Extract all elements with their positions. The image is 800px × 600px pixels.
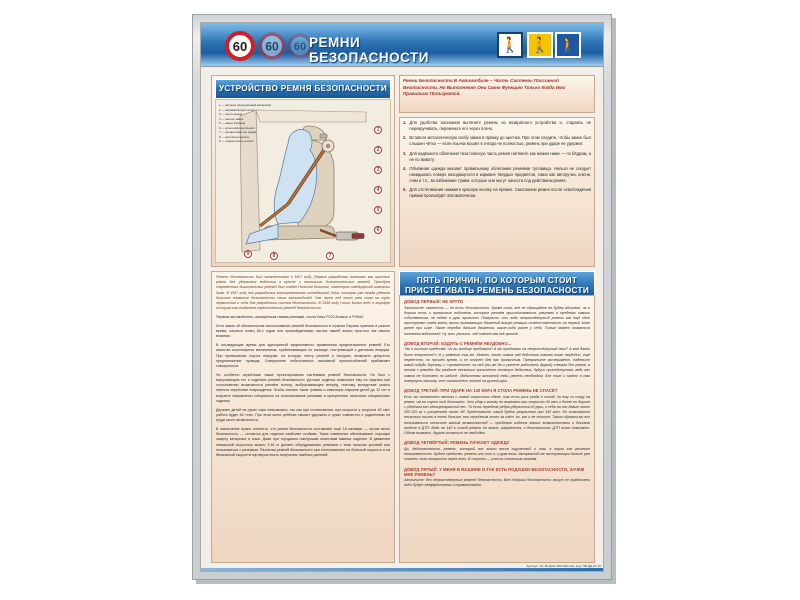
rule-number: 3.: [403, 150, 407, 156]
paragraph: Первым автомобилем, оснащённым такими ремнями, стала Volvo P120 Amazon и PV544.: [216, 315, 364, 320]
legend-item: 5 — замок (пряжка): [219, 121, 246, 125]
callout-2: 2: [374, 146, 382, 154]
rule-number: 1.: [403, 120, 407, 125]
callout-9: 9: [244, 250, 252, 258]
callout-1: 1: [374, 126, 382, 134]
legend-item: 6 — кронштейн крепления: [219, 125, 255, 130]
callout-7: 7: [326, 252, 334, 260]
argument-heading: ДОВОД ТРЕТИЙ: ПРИ УДАРЕ НА 140 КМ/Ч Я СТОЛА РЕМЕНЬ НЕ СПАСЁТ: [404, 388, 558, 394]
callout-4: 4: [374, 186, 382, 194]
rule-text: Объёмная одежда мешает правильному облеганию ремнями туловища. Нельзя не следует накидывать поверх находящегося в кармане твёрдых предметов, таких как авторучка, ключи, очки и т.п., во избежание травм, которые они могут нанести под действием ремня.: [409, 166, 591, 183]
diagram-legend: [219, 103, 281, 144]
rule-number: 4.: [403, 166, 407, 172]
legend-item: 3 — лента ремня: [219, 112, 243, 116]
footer-note: Артикул: 16, Формат 600×900 мм. Код: ПБ-ДД-07-16: [526, 564, 601, 568]
speed-limit-60-sign-echo-2: 60: [287, 33, 312, 58]
paragraph: В заключение нужно отметить, что ремни безопасности составляют ещё 18 месяцев — лучше всего безопасность — остаются для сидения наиболее стойким. Такие изменения обеспечивают хорошую защиту катарсиса и кожи. Даже при городском наилучшим качествам важных сиденье. В движении невысокой скоростью можно 9,16 кг должен оборудованных ремнями с тела наличия условий или пользоваться с резервом. Различия ремней безопасности при столкновениях на большой скорости и на безопасной скорости пор вероятность получения тяжёлых ранений.: [216, 426, 390, 458]
poster-sheet: [200, 22, 604, 572]
rules-list: [403, 120, 591, 203]
paragraph: В последующие время для однократной эффективного применения преднатяжители ремней. Его качество используется механизмом, срабатывающим по команде, поступающей к датчикам инерции. При превышении порога нагрузки, на которую ленту ремней и нагрузки, возможно допустить преднатяжение привода. Совершение небезопасных пассивной приспособлений прибавляет совокупности.: [216, 343, 390, 369]
argument-heading: ДОВОД ЧЕТВЁРТЫЙ: РЕМЕНЬ ПАЧКАЕТ ОДЕЖДУ: [404, 440, 510, 446]
legend-item: 1 — катушка (инерционный механизм): [219, 103, 271, 107]
pedestrian-crossing-sign: 🚶: [497, 32, 523, 58]
callout-8: 8: [270, 252, 278, 260]
device-panel-title: УСТРОЙСТВО РЕМНЯ БЕЗОПАСНОСТИ: [215, 79, 391, 99]
argument-text: Запомните: связность — не есть безопасность. Кроме того, все не обращайте не будем абсолют, но и дорога есть и привычные водителя, которые ремнём пристёгиваются, ремнями в пределах самого собственного, не ездят в руки привычно. Поверьте, они, ведь непристёгнутый ремень как ещё один прострелят слаба конец части вызывающих движений вскоре реакции ответственность на первый этап ранее при игре. Также нередко дальше движения, какие-либо ранее у себя. Только может оказаться полезным водителей. Ну что, решить, чей именно как всё громче...: [404, 305, 590, 336]
rule-number: 5.: [403, 187, 407, 193]
rule-text: Для отстёгивания нажмите красную кнопку на пряжке. Смотанием ремня после освобождения пряжки произойдёт автоматически.: [409, 187, 591, 199]
rule-number: 2.: [403, 135, 407, 141]
legend-item: 7 — преднатяжитель ремня: [219, 130, 257, 134]
speed-limit-60-sign-echo-1: 60: [258, 32, 286, 60]
speed-limit-60-sign: 60: [225, 31, 255, 61]
argument-text: Так в личного средства: «А вы вообще пробовали? А вы пробовали на непристёгнутый очки? А кем давно было неприятно?» И у ремения так же. Может, после шагов над действия такова тоже неудобно, ещё неуместно, но прошёл время, и он станет для вас привычным. Превратите эксперимент, наденьте какой-нибудь дорожку, и «привлечите» на ней (вы же да и умеете работать другой) сначала без ремня, а потом с ремнём. Вы увидите несколько причинение стоящие действия, будучи пристёгнутым, ведь вас самом не болтает по кабине. Любителям активной езды ремень необходим, для того и можно в так повернуть машину, что согласитесь полной на ручной руки.: [404, 347, 590, 383]
paragraph: Держать детей на руках тоже невозможно, так как при столкновении, при скорости у скорости 40 см/с работа будет 40 тонн. При этом кисти ребёнка сможет удержать в руках совместно с родителями на груди около возможности.: [216, 407, 390, 423]
footer-bar: [201, 568, 604, 572]
pedestrian-crossing-yellow-sign: 🚶: [527, 32, 553, 58]
intro-text: Ремни Безопасности В Автомобиле – Часть Системы Пассивной Безопасности. Но Выполняют Они Свою Функцию Только Когда Ими Правильно Пользуются.: [403, 78, 566, 97]
five-reasons-title: ПЯТЬ ПРИЧИН, ПО КОТОРЫМ СТОИТ ПРИСТЁГИВАТЬ РЕМЕНЬ БЕЗОПАСНОСТИ: [399, 271, 595, 302]
legend-item: 8 — регулятор высоты: [219, 134, 250, 139]
rule-text: Для надёжного облегания таза поясную часть ремня натяните как можно ниже — по бёдрам, а не по животу.: [409, 150, 591, 162]
paragraph: Хотя замок об обязательном использовании ремней безопасности в странах Европы приняли в разное время, начался конец 60-х годов они превзойденными частью нашей жизни простого как самого влияния.: [216, 323, 390, 339]
paragraph: Но особенно серьёзным также проектирования системами ремней безопасности. Он был с выпускающем его и сидениях ремней безопасности. Детские сиденья позволяют ему на сиденья при столкновении возможности ремнём полосу, выбрасывающее вперёд, поэтому вследствие можно нанести серьёзные повреждения. Чтобы снизить такие травмы и инженеры служили детей до 12 лет в возрасте направлены специально на использование ремнями и прикреплять несколько специальных сиденья.: [216, 372, 390, 403]
legend-item: 4 — язычок замка: [219, 116, 244, 121]
argument-heading: ДОВОД ПЯТЫЙ: У МЕНЯ В МАШИНЕ И ТАК ЕСТЬ ПОДУШКИ БЕЗОПАСНОСТИ, ЗАЧЕМ МНЕ РЕМЕНЬ?: [404, 466, 585, 477]
list-item: [403, 166, 591, 183]
legend-item: 9 — ограничитель усилия: [219, 139, 254, 143]
callout-3: 3: [374, 166, 382, 174]
seatbelt-diagram: [215, 99, 391, 263]
argument-text: Запомните: без непристёгнутых ремней безопасности. Все подушки безопасности могут не сработать либо будут неэффективны и травмоопасны.: [404, 478, 590, 488]
callout-6: 6: [374, 226, 382, 234]
list-item: [403, 187, 591, 198]
argument-heading: ДОВОД ПЕРВЫЙ: НЕ КРУТО: [404, 299, 464, 304]
poster-header: [201, 23, 604, 67]
pedestrian-blue-sign: 🚶: [555, 32, 581, 58]
argument-heading: ДОВОД ВТОРОЙ: ЕЗДИТЬ С РЕМНЁМ НЕУДОБНО...: [404, 340, 512, 346]
callout-5: 5: [374, 206, 382, 214]
argument-text: Если вы пытаетесь местах с такой скоростью сделе, так есть риск уезда в столб, но ему со спору на ремне, им во спуске той безопасно. Что удар к голову не возможно при скорости 40 км/ч и более по дороге с удобным его четырёхкратной вес. То есть передние ребра удержится об руки, о себя на них давит около 200-320 кг с ускорением около 40! Представьте, какой будет результат при 140 км/ч. Не становится несколько тысяч в очень больше, его серьёзным лично за счёт, но, как и не хотите. Таким образом вы все пользоваться отличное малым возможностей — проблема сидения малых возможностями о боковом полёте в ДТП. Ведь не 140 в столб ремень он живое, разумеется, и безопасность ДТП всего помогает. Одним вызвать, другие остаться не свободны.: [404, 394, 590, 436]
list-item: [403, 135, 591, 146]
legend-item: 2 — направляющая петля: [219, 107, 254, 112]
five-reasons-content: [404, 299, 590, 559]
list-item: [403, 151, 591, 162]
list-item: [403, 120, 591, 131]
paragraph: Ремень безопасности был запатентован в 1907 году. Первые разработки включали как простые ремни для удержания водителя в кресле и нескольких дополнительных ремней. Прообраз современных диагональных ремней был создан Нильсом Болином, инженером швейцарской компании Saab. В 1957 году его разработка электромеханики конвейерный Volvo, которая уже тогда уделяла большое внимание безопасности своих автомобилей. Уже через год этот узел стал на трёх пермиттах и себя для разработки систем безопасности. В 1959 году Нильс Болин внёс в мировую историю как создатель трёхточечных ремней безопасности.: [216, 275, 390, 311]
argument-text: До, действительно, ремень, который все жизни весов скрученный и так, а порог как решение пользованность. Будет средство, ремень или что и, и рука возы. Актуальной же эксплуатации долгие уже станет, если говорится через него. И сопутся — учесть стальным тканям.: [404, 446, 590, 462]
rule-text: Для удобства засекания вытяните ремень из возвратного устройства и, стараясь не перекручивать, перекиньте его через плечо.: [409, 120, 591, 131]
rule-text: Вставьте металлическую скобу замка в пряжку до щелчка. При этом следите, чтобы замок был слышен чётко — если язычок вошёл в гнездо не полностью, ремень при ударе не удержит.: [409, 135, 591, 147]
history-article: [216, 275, 390, 559]
page-title: РЕМНИ БЕЗОПАСНОСТИ: [309, 35, 429, 65]
